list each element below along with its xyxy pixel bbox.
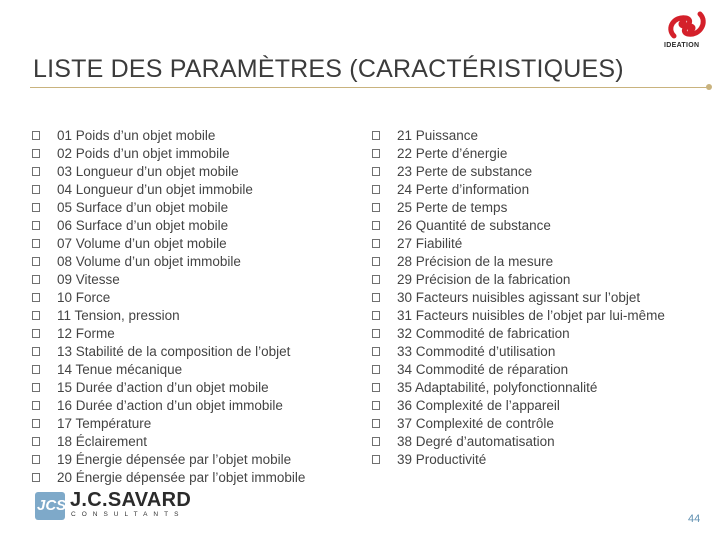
list-item-label: 30 Facteurs nuisibles agissant sur l’objet	[397, 289, 641, 305]
list-item	[32, 450, 305, 468]
bullet-checkbox-icon	[372, 221, 380, 230]
list-item-label: 01 Poids d’un objet mobile	[57, 127, 216, 143]
list-item	[372, 216, 665, 234]
bullet-checkbox-icon	[32, 185, 40, 194]
list-item	[32, 378, 305, 396]
bullet-checkbox-icon	[32, 293, 40, 302]
list-item-label: 32 Commodité de fabrication	[397, 325, 570, 341]
list-item-label: 11 Tension, pression	[57, 307, 180, 323]
list-item-label: 17 Température	[57, 415, 152, 431]
bullet-checkbox-icon	[32, 473, 40, 482]
page-title: LISTE DES PARAMÈTRES (CARACTÉRISTIQUES)	[33, 55, 624, 83]
ideation-logo-text: IDEATION	[664, 42, 700, 49]
list-item-label: 04 Longueur d’un objet immobile	[57, 181, 253, 197]
bullet-checkbox-icon	[372, 401, 380, 410]
bullet-checkbox-icon	[372, 347, 380, 356]
bullet-checkbox-icon	[372, 149, 380, 158]
bullet-checkbox-icon	[32, 221, 40, 230]
list-item	[372, 306, 665, 324]
list-item-label: 19 Énergie dépensée par l’objet mobile	[57, 451, 292, 467]
list-item	[32, 360, 305, 378]
list-item-label: 18 Éclairement	[57, 433, 148, 449]
bullet-checkbox-icon	[32, 149, 40, 158]
list-item	[372, 162, 665, 180]
jcs-logo-subtitle: CONSULTANTS	[71, 511, 185, 518]
list-item-label: 22 Perte d’énergie	[397, 145, 508, 161]
bullet-checkbox-icon	[32, 203, 40, 212]
list-item-label: 38 Degré d’automatisation	[397, 433, 555, 449]
bullet-checkbox-icon	[372, 239, 380, 248]
list-item-label: 13 Stabilité de la composition de l’objet	[57, 343, 291, 359]
page-number: 44	[688, 513, 701, 525]
list-item-label: 05 Surface d’un objet mobile	[57, 199, 229, 215]
bullet-checkbox-icon	[32, 455, 40, 464]
list-item-label: 08 Volume d’un objet immobile	[57, 253, 241, 269]
bullet-checkbox-icon	[372, 167, 380, 176]
bullet-checkbox-icon	[32, 131, 40, 140]
bullet-checkbox-icon	[32, 347, 40, 356]
list-item	[32, 270, 305, 288]
list-item-label: 33 Commodité d’utilisation	[397, 343, 556, 359]
list-item	[372, 288, 665, 306]
bullet-checkbox-icon	[372, 455, 380, 464]
bullet-checkbox-icon	[32, 239, 40, 248]
list-item	[372, 432, 665, 450]
list-item-label: 39 Productivité	[397, 451, 487, 467]
list-item-label: 03 Longueur d’un objet mobile	[57, 163, 239, 179]
title-divider	[30, 87, 710, 88]
bullet-checkbox-icon	[32, 419, 40, 428]
list-item-label: 36 Complexité de l’appareil	[397, 397, 560, 413]
list-item	[372, 360, 665, 378]
parameter-list-right	[372, 126, 665, 468]
list-item-label: 14 Tenue mécanique	[57, 361, 183, 377]
bullet-checkbox-icon	[32, 383, 40, 392]
bullet-checkbox-icon	[32, 257, 40, 266]
bullet-checkbox-icon	[32, 365, 40, 374]
list-item	[372, 378, 665, 396]
bullet-checkbox-icon	[372, 365, 380, 374]
list-item	[32, 432, 305, 450]
list-item-label: 27 Fiabilité	[397, 235, 463, 251]
list-item	[32, 198, 305, 216]
list-item-label: 12 Forme	[57, 325, 115, 341]
list-item	[32, 162, 305, 180]
list-item	[32, 396, 305, 414]
list-item	[372, 342, 665, 360]
list-item-label: 15 Durée d’action d’un objet mobile	[57, 379, 269, 395]
list-item	[32, 252, 305, 270]
list-item-label: 26 Quantité de substance	[397, 217, 551, 233]
bullet-checkbox-icon	[32, 329, 40, 338]
list-item	[372, 450, 665, 468]
list-item-label: 02 Poids d’un objet immobile	[57, 145, 230, 161]
list-item	[372, 414, 665, 432]
list-item-label: 35 Adaptabilité, polyfonctionnalité	[397, 379, 598, 395]
list-item	[372, 396, 665, 414]
list-item	[372, 252, 665, 270]
bullet-checkbox-icon	[372, 185, 380, 194]
list-item-label: 21 Puissance	[397, 127, 479, 143]
bullet-checkbox-icon	[372, 293, 380, 302]
bullet-checkbox-icon	[372, 257, 380, 266]
list-item	[372, 126, 665, 144]
list-item-label: 23 Perte de substance	[397, 163, 533, 179]
list-item-label: 37 Complexité de contrôle	[397, 415, 554, 431]
bullet-checkbox-icon	[32, 311, 40, 320]
list-item	[372, 234, 665, 252]
list-item	[32, 288, 305, 306]
list-item-label: 34 Commodité de réparation	[397, 361, 569, 377]
bullet-checkbox-icon	[32, 167, 40, 176]
list-item	[32, 324, 305, 342]
list-item	[32, 216, 305, 234]
list-item	[372, 144, 665, 162]
bullet-checkbox-icon	[372, 329, 380, 338]
list-item	[32, 144, 305, 162]
list-item-label: 20 Énergie dépensée par l’objet immobile	[57, 469, 306, 485]
list-item-label: 07 Volume d’un objet mobile	[57, 235, 227, 251]
bullet-checkbox-icon	[372, 131, 380, 140]
bullet-checkbox-icon	[372, 437, 380, 446]
jcs-logo-name: J.C.SAVARD	[70, 489, 192, 511]
list-item	[372, 198, 665, 216]
list-item	[372, 324, 665, 342]
list-item-label: 28 Précision de la mesure	[397, 253, 554, 269]
bullet-checkbox-icon	[372, 203, 380, 212]
bullet-checkbox-icon	[32, 275, 40, 284]
list-item-label: 31 Facteurs nuisibles de l’objet par lui-même	[397, 307, 665, 323]
bullet-checkbox-icon	[372, 383, 380, 392]
list-item	[32, 180, 305, 198]
list-item-label: 06 Surface d’un objet mobile	[57, 217, 229, 233]
jcs-logo-mark-text: JCS	[37, 497, 67, 514]
list-item	[32, 126, 305, 144]
list-item-label: 24 Perte d’information	[397, 181, 530, 197]
list-item-label: 16 Durée d’action d’un objet immobile	[57, 397, 283, 413]
list-item	[32, 468, 305, 486]
list-item-label: 25 Perte de temps	[397, 199, 508, 215]
list-item	[372, 270, 665, 288]
bullet-checkbox-icon	[32, 401, 40, 410]
list-item	[32, 234, 305, 252]
bullet-checkbox-icon	[372, 419, 380, 428]
parameter-list-left	[32, 126, 305, 486]
list-item-label: 10 Force	[57, 289, 111, 305]
list-item-label: 29 Précision de la fabrication	[397, 271, 571, 287]
bullet-checkbox-icon	[32, 437, 40, 446]
bullet-checkbox-icon	[372, 311, 380, 320]
list-item-label: 09 Vitesse	[57, 271, 120, 287]
list-item	[32, 342, 305, 360]
list-item	[372, 180, 665, 198]
list-item	[32, 306, 305, 324]
list-item	[32, 414, 305, 432]
bullet-checkbox-icon	[372, 275, 380, 284]
